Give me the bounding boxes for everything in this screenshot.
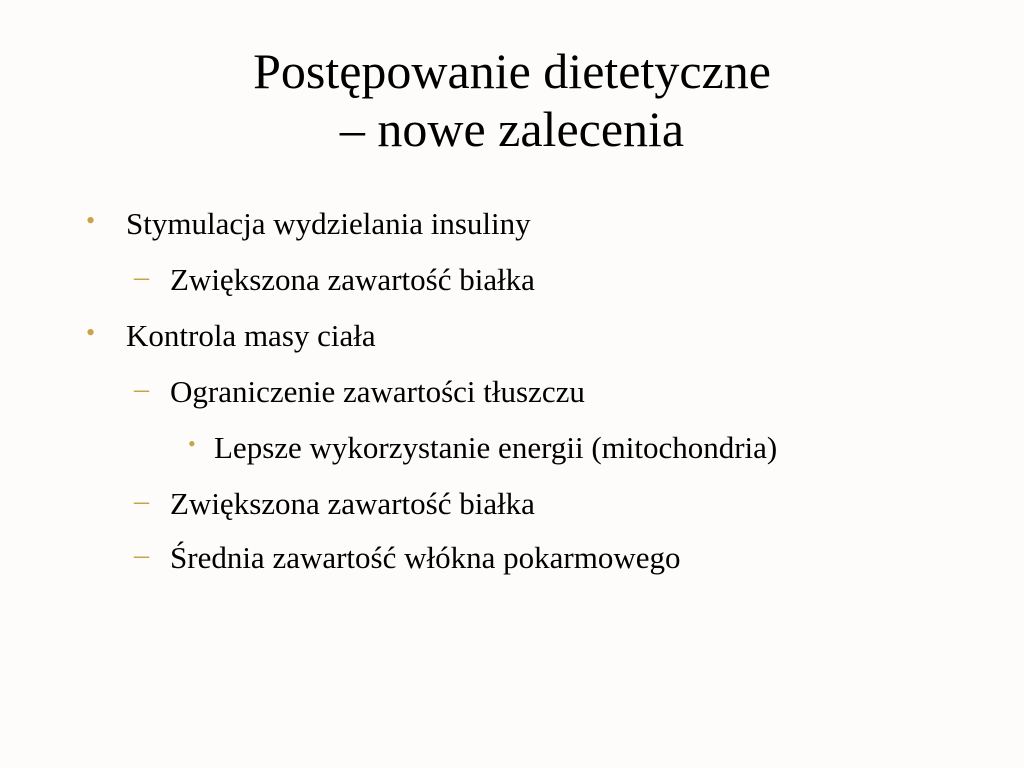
bullet-text: Ograniczenie zawartości tłuszczu: [170, 374, 585, 409]
bullet-marker: •: [86, 318, 96, 347]
bullet-text: Zwiększona zawartość białka: [170, 262, 535, 297]
dash-marker: –: [134, 260, 149, 293]
sub-bullet-item: [134, 372, 585, 410]
sub-sub-bullet-item: [188, 430, 778, 466]
bullet-text: Kontrola masy ciała: [126, 318, 376, 353]
bullet-item: [86, 206, 531, 242]
title-line-2: – nowe zalecenia: [339, 101, 685, 157]
bullet-marker: •: [86, 206, 96, 235]
sub-bullet-item: [134, 260, 535, 298]
sub-bullet-item: [134, 538, 681, 576]
bullet-item: [86, 318, 376, 354]
bullet-text: Zwiększona zawartość białka: [170, 486, 535, 521]
dash-marker: –: [134, 484, 149, 517]
bullet-marker: •: [188, 431, 196, 456]
bullet-text: Stymulacja wydzielania insuliny: [126, 206, 531, 241]
dash-marker: –: [134, 372, 149, 405]
bullet-text: Lepsze wykorzystanie energii (mitochondria): [214, 430, 778, 465]
dash-marker: –: [134, 538, 149, 571]
bullet-text: Średnia zawartość włókna pokarmowego: [170, 540, 681, 575]
title-line-1: Postępowanie dietetyczne: [253, 43, 771, 99]
sub-bullet-item: [134, 484, 535, 522]
slide-title: [0, 42, 1024, 158]
